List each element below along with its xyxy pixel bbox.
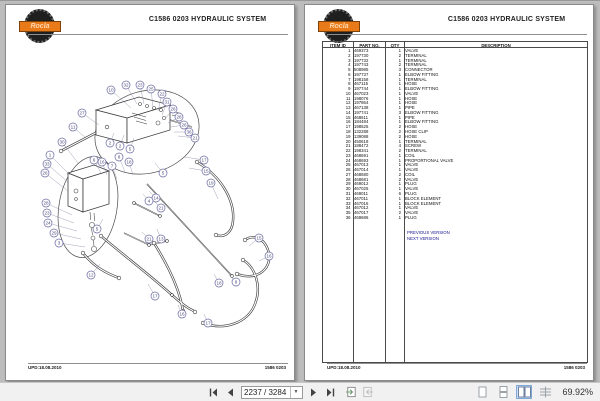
svg-text:2: 2 (108, 140, 112, 146)
cell-description: HOSE (405, 133, 418, 139)
cell-description: TERMINAL (405, 57, 427, 63)
svg-text:15: 15 (203, 168, 209, 174)
svg-text:33: 33 (44, 161, 50, 167)
callout-19 (207, 179, 215, 187)
callout-27 (78, 109, 86, 117)
parts-table (322, 41, 588, 363)
cell-description: VALVE (405, 176, 419, 182)
two-page-view-button[interactable] (516, 385, 532, 399)
callout-8 (232, 278, 240, 286)
svg-text:18: 18 (126, 159, 132, 165)
callout-21 (145, 235, 153, 243)
footer-rule (28, 363, 288, 364)
callout-16 (265, 252, 273, 260)
header-qty: QTY (390, 42, 400, 48)
next-version-link[interactable]: NEXT VERSION (407, 235, 439, 241)
cell-description: PLUG (405, 190, 417, 196)
version-links (407, 230, 450, 241)
svg-text:17: 17 (201, 157, 207, 163)
cell-part-no: 450618 (354, 138, 369, 144)
cell-qty: 1 (398, 114, 401, 120)
cell-description: HOSE (405, 124, 418, 130)
callout-17 (200, 156, 208, 164)
cell-part-no: 467017 (354, 210, 369, 216)
cell-description: TERMINAL (405, 62, 427, 68)
callout-25 (147, 85, 155, 93)
svg-text:16: 16 (99, 159, 105, 165)
cell-part-no: 467014 (354, 167, 369, 173)
svg-text:28: 28 (43, 200, 49, 206)
callout-32 (122, 81, 130, 89)
callout-21 (157, 204, 165, 212)
cell-item-id: 19 (345, 133, 351, 139)
logo-text: Rocla (19, 21, 61, 32)
callout-5 (93, 225, 101, 233)
cell-qty: 1 (398, 186, 401, 192)
header-rule (327, 34, 587, 35)
cell-qty: 1 (398, 157, 401, 163)
header-description: DESCRIPTION (481, 42, 511, 48)
svg-text:11: 11 (70, 124, 76, 130)
callout-33 (43, 160, 51, 168)
svg-text:23: 23 (44, 210, 50, 216)
callout-23 (136, 81, 144, 89)
cell-part-no: 469373 (354, 48, 369, 53)
upper-valve-block (96, 97, 170, 143)
callout-10 (107, 86, 115, 94)
svg-text:17: 17 (152, 293, 158, 299)
svg-text:32: 32 (123, 82, 129, 88)
svg-text:6: 6 (92, 157, 96, 163)
cell-description: PLUG (405, 214, 417, 220)
cell-item-id: 17 (345, 124, 351, 130)
cell-qty: 2 (398, 62, 401, 68)
cell-description: TERMINAL (405, 76, 427, 82)
cell-qty: 1 (398, 162, 401, 168)
callout-2 (106, 139, 114, 147)
pdf-page-left (5, 4, 295, 381)
callout-21 (191, 134, 199, 142)
view-history (345, 386, 374, 399)
svg-text:22: 22 (159, 91, 165, 97)
cell-qty: 1 (398, 181, 401, 187)
callout-15 (202, 167, 210, 175)
footer-rule (327, 363, 587, 364)
cell-item-id: 5 (348, 67, 351, 73)
cell-qty: 1 (398, 200, 401, 206)
callout-15 (255, 234, 263, 242)
cell-part-no: 188472 (354, 143, 369, 149)
cell-item-id: 18 (345, 129, 351, 135)
callout-3 (55, 239, 63, 247)
cell-description: HOSE (405, 95, 418, 101)
callout-11 (69, 123, 77, 131)
cell-qty: 3 (398, 109, 401, 115)
previous-page-button[interactable] (224, 386, 237, 399)
svg-text:28: 28 (176, 114, 182, 120)
svg-text:13: 13 (158, 236, 164, 242)
cell-part-no: 132288 (354, 129, 369, 135)
callout-31 (163, 98, 171, 106)
cell-qty: 1 (398, 86, 401, 92)
svg-text:19: 19 (208, 180, 214, 186)
cell-part-no: 197741 (354, 109, 369, 115)
svg-text:8: 8 (234, 279, 238, 285)
callout-29 (50, 229, 58, 237)
svg-text:21: 21 (158, 205, 164, 211)
svg-text:5: 5 (128, 146, 132, 152)
cell-description: TERMINAL (405, 148, 427, 154)
cell-qty: 1 (398, 57, 401, 63)
cell-item-id: 24 (345, 157, 351, 163)
table-row (323, 216, 587, 221)
svg-text:16: 16 (179, 311, 185, 317)
cell-part-no: 197864 (354, 100, 369, 106)
cell-item-id: 21 (345, 143, 351, 149)
callout-24 (44, 219, 52, 227)
cell-item-id: 15 (345, 114, 351, 120)
rocla-logo (321, 8, 357, 45)
cell-description: TERMINAL (405, 52, 427, 58)
hydraulic-diagram (6, 5, 296, 382)
cell-description: BLOCK ELEMENT (405, 195, 442, 201)
cell-qty: 2 (398, 148, 401, 154)
previous-view-button[interactable] (345, 386, 358, 399)
callout-17 (204, 319, 212, 327)
svg-text:5: 5 (95, 226, 99, 232)
cell-part-no: 198525 (354, 124, 369, 130)
cell-description: ELBOW FITTING (405, 109, 439, 115)
svg-text:18: 18 (216, 280, 222, 286)
cell-part-no: 197732 (354, 57, 369, 63)
cell-part-no: 469011 (354, 190, 369, 196)
callout-12 (87, 271, 95, 279)
cell-item-id: 14 (345, 109, 351, 115)
cell-item-id: 12 (345, 100, 351, 106)
next-page-button[interactable] (307, 386, 320, 399)
cell-item-id: 34 (345, 205, 351, 211)
pipes (124, 120, 232, 276)
callout-16 (178, 310, 186, 318)
cell-part-no: 468693 (354, 157, 369, 163)
callout-17 (151, 292, 159, 300)
cell-qty: 1 (398, 214, 401, 220)
cell-part-no: 139088 (354, 133, 369, 139)
cell-description: ELBOW FITTING (405, 71, 439, 77)
single-page-view-button[interactable] (474, 385, 490, 399)
cell-part-no: 197743 (354, 62, 369, 68)
cell-qty: 2 (398, 176, 401, 182)
cell-part-no: 184484 (354, 119, 369, 125)
last-page-button[interactable] (324, 386, 337, 399)
callout-26 (169, 105, 177, 113)
cell-description: CONNECTOR (405, 67, 433, 73)
svg-text:8: 8 (117, 154, 121, 160)
callout-leader-line (47, 164, 69, 183)
svg-text:26: 26 (181, 122, 187, 128)
cell-item-id: 11 (346, 95, 351, 101)
cell-part-no: 197737 (354, 71, 369, 77)
callout-26 (41, 169, 49, 177)
cell-qty: 2 (398, 210, 401, 216)
svg-text:26: 26 (170, 106, 176, 112)
svg-text:23: 23 (137, 82, 143, 88)
svg-text:4: 4 (147, 198, 151, 204)
cell-description: COIL (405, 171, 416, 177)
cell-description: PIPE (405, 105, 415, 111)
cell-description: PROPORTIONAL VALVE (405, 157, 454, 163)
callout-26 (180, 121, 188, 129)
cell-description: COIL (405, 152, 416, 158)
callout-18 (125, 158, 133, 166)
cell-item-id: 33 (345, 200, 351, 206)
page-code: 1586 0203 (264, 365, 286, 370)
cell-part-no: 467011 (354, 195, 369, 201)
cell-qty: 1 (398, 90, 401, 96)
cell-description: PIPE (405, 114, 415, 120)
window-top-edge (0, 0, 600, 1)
header-part-no: PART NO. (359, 42, 380, 48)
callout-28 (175, 113, 183, 121)
cell-part-no: 198341 (354, 148, 369, 154)
svg-text:5: 5 (161, 170, 165, 176)
callout-6 (90, 156, 98, 164)
cell-qty: 1 (398, 48, 401, 53)
first-page-button[interactable] (207, 386, 220, 399)
page-dropdown-caret[interactable]: ▼ (290, 387, 301, 398)
callout-1 (46, 151, 54, 159)
cell-qty: 2 (398, 171, 401, 177)
cell-item-id: 20 (345, 138, 351, 144)
callout-30 (58, 138, 66, 146)
cell-item-id: 10 (345, 90, 351, 96)
svg-text:36: 36 (186, 129, 192, 135)
cell-qty: 2 (398, 129, 401, 135)
callout-22 (158, 90, 166, 98)
callout-5 (159, 169, 167, 177)
cell-description: VALVE (405, 210, 419, 216)
cell-part-no: 468681 (354, 176, 369, 182)
cell-item-id: 16 (345, 119, 351, 125)
cell-description: ELBOW FITTING (405, 119, 439, 125)
update-date: UPD:18.08.2010 (28, 365, 62, 370)
cell-description: SCREW (405, 143, 421, 149)
lower-valve-block (68, 165, 109, 212)
cell-description: HOSE (405, 100, 418, 106)
cell-item-id: 9 (348, 86, 351, 92)
cell-qty: 1 (398, 81, 401, 87)
page-title: C1586 0203 HYDRAULIC SYSTEM (447, 16, 566, 23)
cell-qty: 2 (398, 133, 401, 139)
statusbar (0, 382, 600, 401)
svg-text:24: 24 (45, 220, 51, 226)
cell-item-id: 2 (348, 52, 351, 58)
cell-item-id: 30 (345, 186, 351, 192)
cell-item-id: 23 (345, 152, 351, 158)
svg-text:31: 31 (164, 99, 170, 105)
callout-13 (157, 235, 165, 243)
svg-text:2: 2 (118, 143, 122, 149)
callout-leader-line (45, 173, 68, 191)
cell-part-no: 198158 (354, 76, 369, 82)
cell-item-id: 25 (345, 162, 351, 168)
cell-item-id: 3 (348, 57, 351, 63)
page-title: C1586 0203 HYDRAULIC SYSTEM (148, 16, 267, 23)
callout-28 (42, 199, 50, 207)
cell-part-no: 467012 (354, 205, 369, 211)
callout-16 (98, 158, 106, 166)
cell-qty: 4 (398, 143, 401, 149)
cell-part-no: 467016 (354, 200, 369, 206)
cell-item-id: 6 (348, 71, 351, 77)
cell-item-id: 31 (345, 190, 351, 196)
callout-8 (115, 153, 123, 161)
previous-version-link[interactable]: PREVIOUS VERSION (407, 230, 450, 235)
cell-description: VALVE (405, 167, 419, 173)
cell-qty: 1 (398, 119, 401, 125)
cell-item-id: 26 (345, 167, 351, 173)
parts-rows (323, 49, 587, 221)
svg-text:1: 1 (48, 152, 52, 158)
cell-description: HOSE (405, 81, 418, 87)
cell-part-no: 467115 (354, 81, 369, 87)
cell-description: HOSE CLIP (405, 129, 428, 135)
svg-text:17: 17 (205, 320, 211, 326)
cell-part-no: 198076 (354, 95, 369, 101)
cell-item-id: 4 (348, 62, 351, 68)
cell-qty: 1 (398, 100, 401, 106)
page-number-combobox[interactable] (241, 386, 303, 399)
cell-item-id: 28 (345, 176, 351, 182)
cell-item-id: 22 (345, 148, 351, 154)
callout-4 (145, 197, 153, 205)
two-page-continuous-view-button[interactable] (537, 385, 553, 399)
cell-qty: 1 (398, 152, 401, 158)
svg-text:16: 16 (266, 253, 272, 259)
cell-qty: 1 (398, 71, 401, 77)
cell-qty: 1 (398, 105, 401, 111)
cell-qty: 1 (398, 195, 401, 201)
cell-qty: 3 (398, 67, 401, 73)
pdf-page-right (304, 4, 594, 381)
header-item-id: ITEM ID (330, 42, 346, 48)
svg-text:27: 27 (79, 110, 85, 116)
cell-qty: 6 (398, 190, 401, 196)
zoom-level[interactable]: 69.92% (562, 387, 593, 397)
svg-text:21: 21 (192, 135, 198, 141)
callout-18 (215, 279, 223, 287)
cell-item-id: 1 (348, 48, 351, 53)
page-code: 1586 0203 (563, 365, 585, 370)
cell-qty: 1 (398, 205, 401, 211)
cell-part-no: 508985 (354, 67, 369, 73)
cell-description: BLOCK ELEMENT (405, 200, 442, 206)
cell-part-no: 467025 (354, 186, 369, 192)
cell-qty: 1 (398, 95, 401, 101)
cell-qty: 1 (398, 76, 401, 82)
svg-text:15: 15 (256, 235, 262, 241)
update-date: UPD:18.08.2010 (327, 365, 361, 370)
callout-23 (43, 209, 51, 217)
cell-part-no: 468680 (354, 171, 369, 177)
cell-part-no: 467023 (354, 90, 369, 96)
cell-qty: 2 (398, 124, 401, 130)
cell-item-id: 35 (345, 210, 351, 216)
continuous-view-button[interactable] (495, 385, 511, 399)
cell-item-id: 32 (345, 195, 351, 201)
page-navigation (207, 385, 374, 399)
cell-description: VALVE (405, 162, 419, 168)
svg-text:14: 14 (153, 195, 159, 201)
view-controls (474, 385, 593, 399)
cell-description: ELBOW FITTING (405, 86, 439, 92)
cell-part-no: 469686 (354, 214, 369, 220)
svg-text:21: 21 (146, 236, 152, 242)
cell-part-no: 468611 (354, 114, 369, 120)
cell-item-id: 8 (348, 81, 351, 87)
callout-5 (126, 145, 134, 153)
cell-item-id: 27 (345, 171, 351, 177)
callout-2 (116, 142, 124, 150)
cell-part-no: 469012 (354, 181, 369, 187)
svg-text:12: 12 (88, 272, 94, 278)
cell-description: VALVE (405, 186, 419, 192)
cell-item-id: 29 (345, 181, 351, 187)
cell-part-no: 467013 (354, 162, 369, 168)
cell-part-no: 468691 (354, 152, 369, 158)
cell-item-id: 13 (345, 105, 351, 111)
svg-text:25: 25 (148, 86, 154, 92)
svg-text:29: 29 (51, 230, 57, 236)
cell-description: VALVE (405, 205, 419, 211)
cell-item-id: 36 (345, 214, 351, 220)
cell-description: VALVE (405, 48, 419, 53)
svg-text:10: 10 (108, 87, 114, 93)
cell-description: PLUG (405, 181, 417, 187)
svg-text:26: 26 (42, 170, 48, 176)
cell-part-no: 197744 (354, 86, 369, 92)
cell-item-id: 7 (348, 76, 351, 82)
cell-description: TERMINAL (405, 138, 427, 144)
svg-text:30: 30 (59, 139, 65, 145)
cell-part-no: 197730 (354, 52, 369, 58)
cell-qty: 1 (398, 138, 401, 144)
svg-text:7: 7 (110, 163, 114, 169)
cell-qty: 2 (398, 52, 401, 58)
next-view-button[interactable] (361, 386, 374, 399)
cell-part-no: 467138 (354, 105, 369, 111)
svg-text:3: 3 (57, 240, 61, 246)
cell-description: VALVE (405, 90, 419, 96)
callout-7 (108, 162, 116, 170)
logo-text: Rocla (318, 21, 360, 32)
page-number-input[interactable] (242, 387, 290, 398)
cell-qty: 1 (398, 167, 401, 173)
